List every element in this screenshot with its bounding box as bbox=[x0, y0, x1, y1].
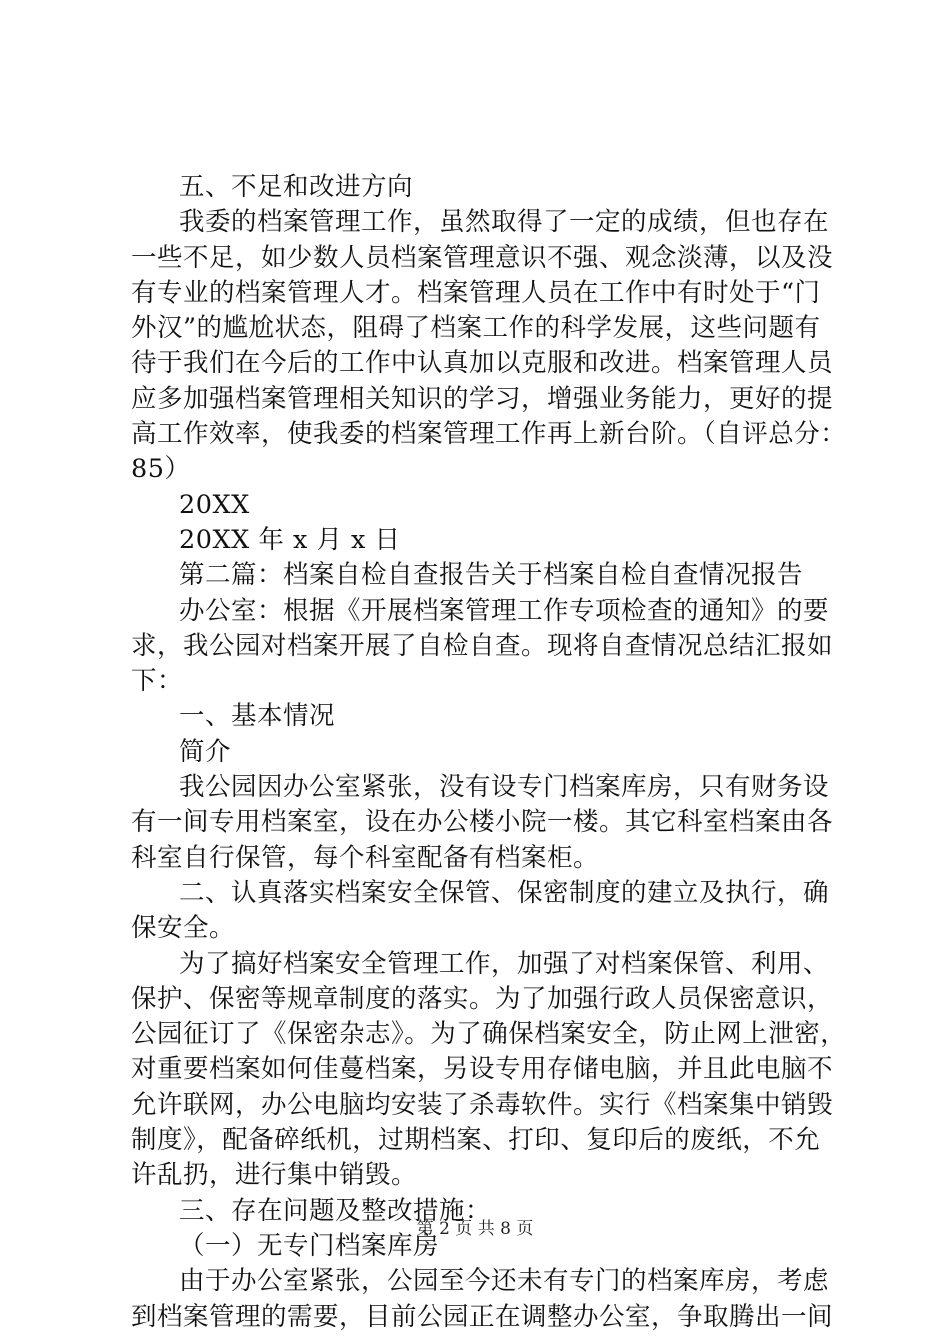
text-line: 简介 bbox=[179, 736, 232, 767]
text-line: 85） bbox=[131, 454, 191, 485]
text-line: 一些不足，如少数人员档案管理意识不强、观念淡薄，以及没 bbox=[131, 242, 834, 273]
text-line: 制度》，配备碎纸机，过期档案、打印、复印后的废纸，不允 bbox=[131, 1125, 821, 1156]
text-line: 第二篇：档案自检自查报告关于档案自检自查情况报告 bbox=[179, 560, 804, 591]
text-line: 到档案管理的需要，目前公园正在调整办公室，争取腾出一间 bbox=[131, 1301, 834, 1332]
text-line: 应多加强档案管理相关知识的学习，增强业务能力，更好的提 bbox=[131, 383, 834, 414]
text-line: 下： bbox=[131, 666, 184, 697]
text-line: 保安全。 bbox=[131, 913, 236, 944]
text-line: 许乱扔，进行集中销毁。 bbox=[131, 1160, 418, 1191]
text-line: 我公园因办公室紧张，没有设专门档案库房，只有财务设 bbox=[179, 772, 830, 803]
text-line: 五、不足和改进方向 bbox=[179, 172, 414, 202]
page-footer: 第 2 页 共 8 页 bbox=[416, 1219, 534, 1239]
text-line: 有专业的档案管理人才。档案管理人员在工作中有时处于“门 bbox=[131, 277, 821, 308]
text-line: 允许联网，办公电脑均安装了杀毒软件。实行《档案集中销毁 bbox=[131, 1089, 834, 1120]
text-line: 求，我公园对档案开展了自检自查。现将自查情况总结汇报如 bbox=[131, 630, 834, 661]
text-line: 为了搞好档案安全管理工作，加强了对档案保管、利用、 bbox=[179, 948, 830, 979]
text-line: 待于我们在今后的工作中认真加以克服和改进。档案管理人员 bbox=[131, 348, 834, 379]
text-line: 我委的档案管理工作，虽然取得了一定的成绩，但也存在 bbox=[179, 207, 830, 238]
text-line: 对重要档案如何佳蔓档案，另设专用存储电脑，并且此电脑不 bbox=[131, 1054, 834, 1085]
text-line: 办公室：根据《开展档案管理工作专项检查的通知》的要 bbox=[179, 595, 830, 626]
text-line: 20XX bbox=[179, 489, 250, 520]
text-line: 科室自行保管，每个科室配备有档案柜。 bbox=[131, 842, 600, 873]
text-line: 一、基本情况 bbox=[179, 701, 336, 732]
document-body bbox=[131, 170, 847, 1335]
text-line: 保护、保密等规章制度的落实。为了加强行政人员保密意识， bbox=[131, 983, 834, 1014]
text-line: 由于办公室紧张，公园至今还未有专门的档案库房，考虑 bbox=[179, 1266, 830, 1297]
text-line: 外汉”的尴尬状态，阻碍了档案工作的科学发展，这些问题有 bbox=[131, 313, 821, 344]
text-line: 三、存在问题及整改措施： bbox=[179, 1195, 492, 1226]
text-line: 有一间专用档案室，设在办公楼小院一楼。其它科室档案由各 bbox=[131, 807, 834, 838]
text-line: （一）无专门档案库房 bbox=[179, 1230, 440, 1261]
text-line: 高工作效率，使我委的档案管理工作再上新台阶。（自评总分： bbox=[131, 419, 847, 450]
text-line: 20XX 年 x 月 x 日 bbox=[179, 524, 401, 555]
text-line: 公园征订了《保密杂志》。为了确保档案安全，防止网上泄密， bbox=[131, 1019, 847, 1050]
text-line: 二、认真落实档案安全保管、保密制度的建立及执行，确 bbox=[179, 877, 830, 908]
